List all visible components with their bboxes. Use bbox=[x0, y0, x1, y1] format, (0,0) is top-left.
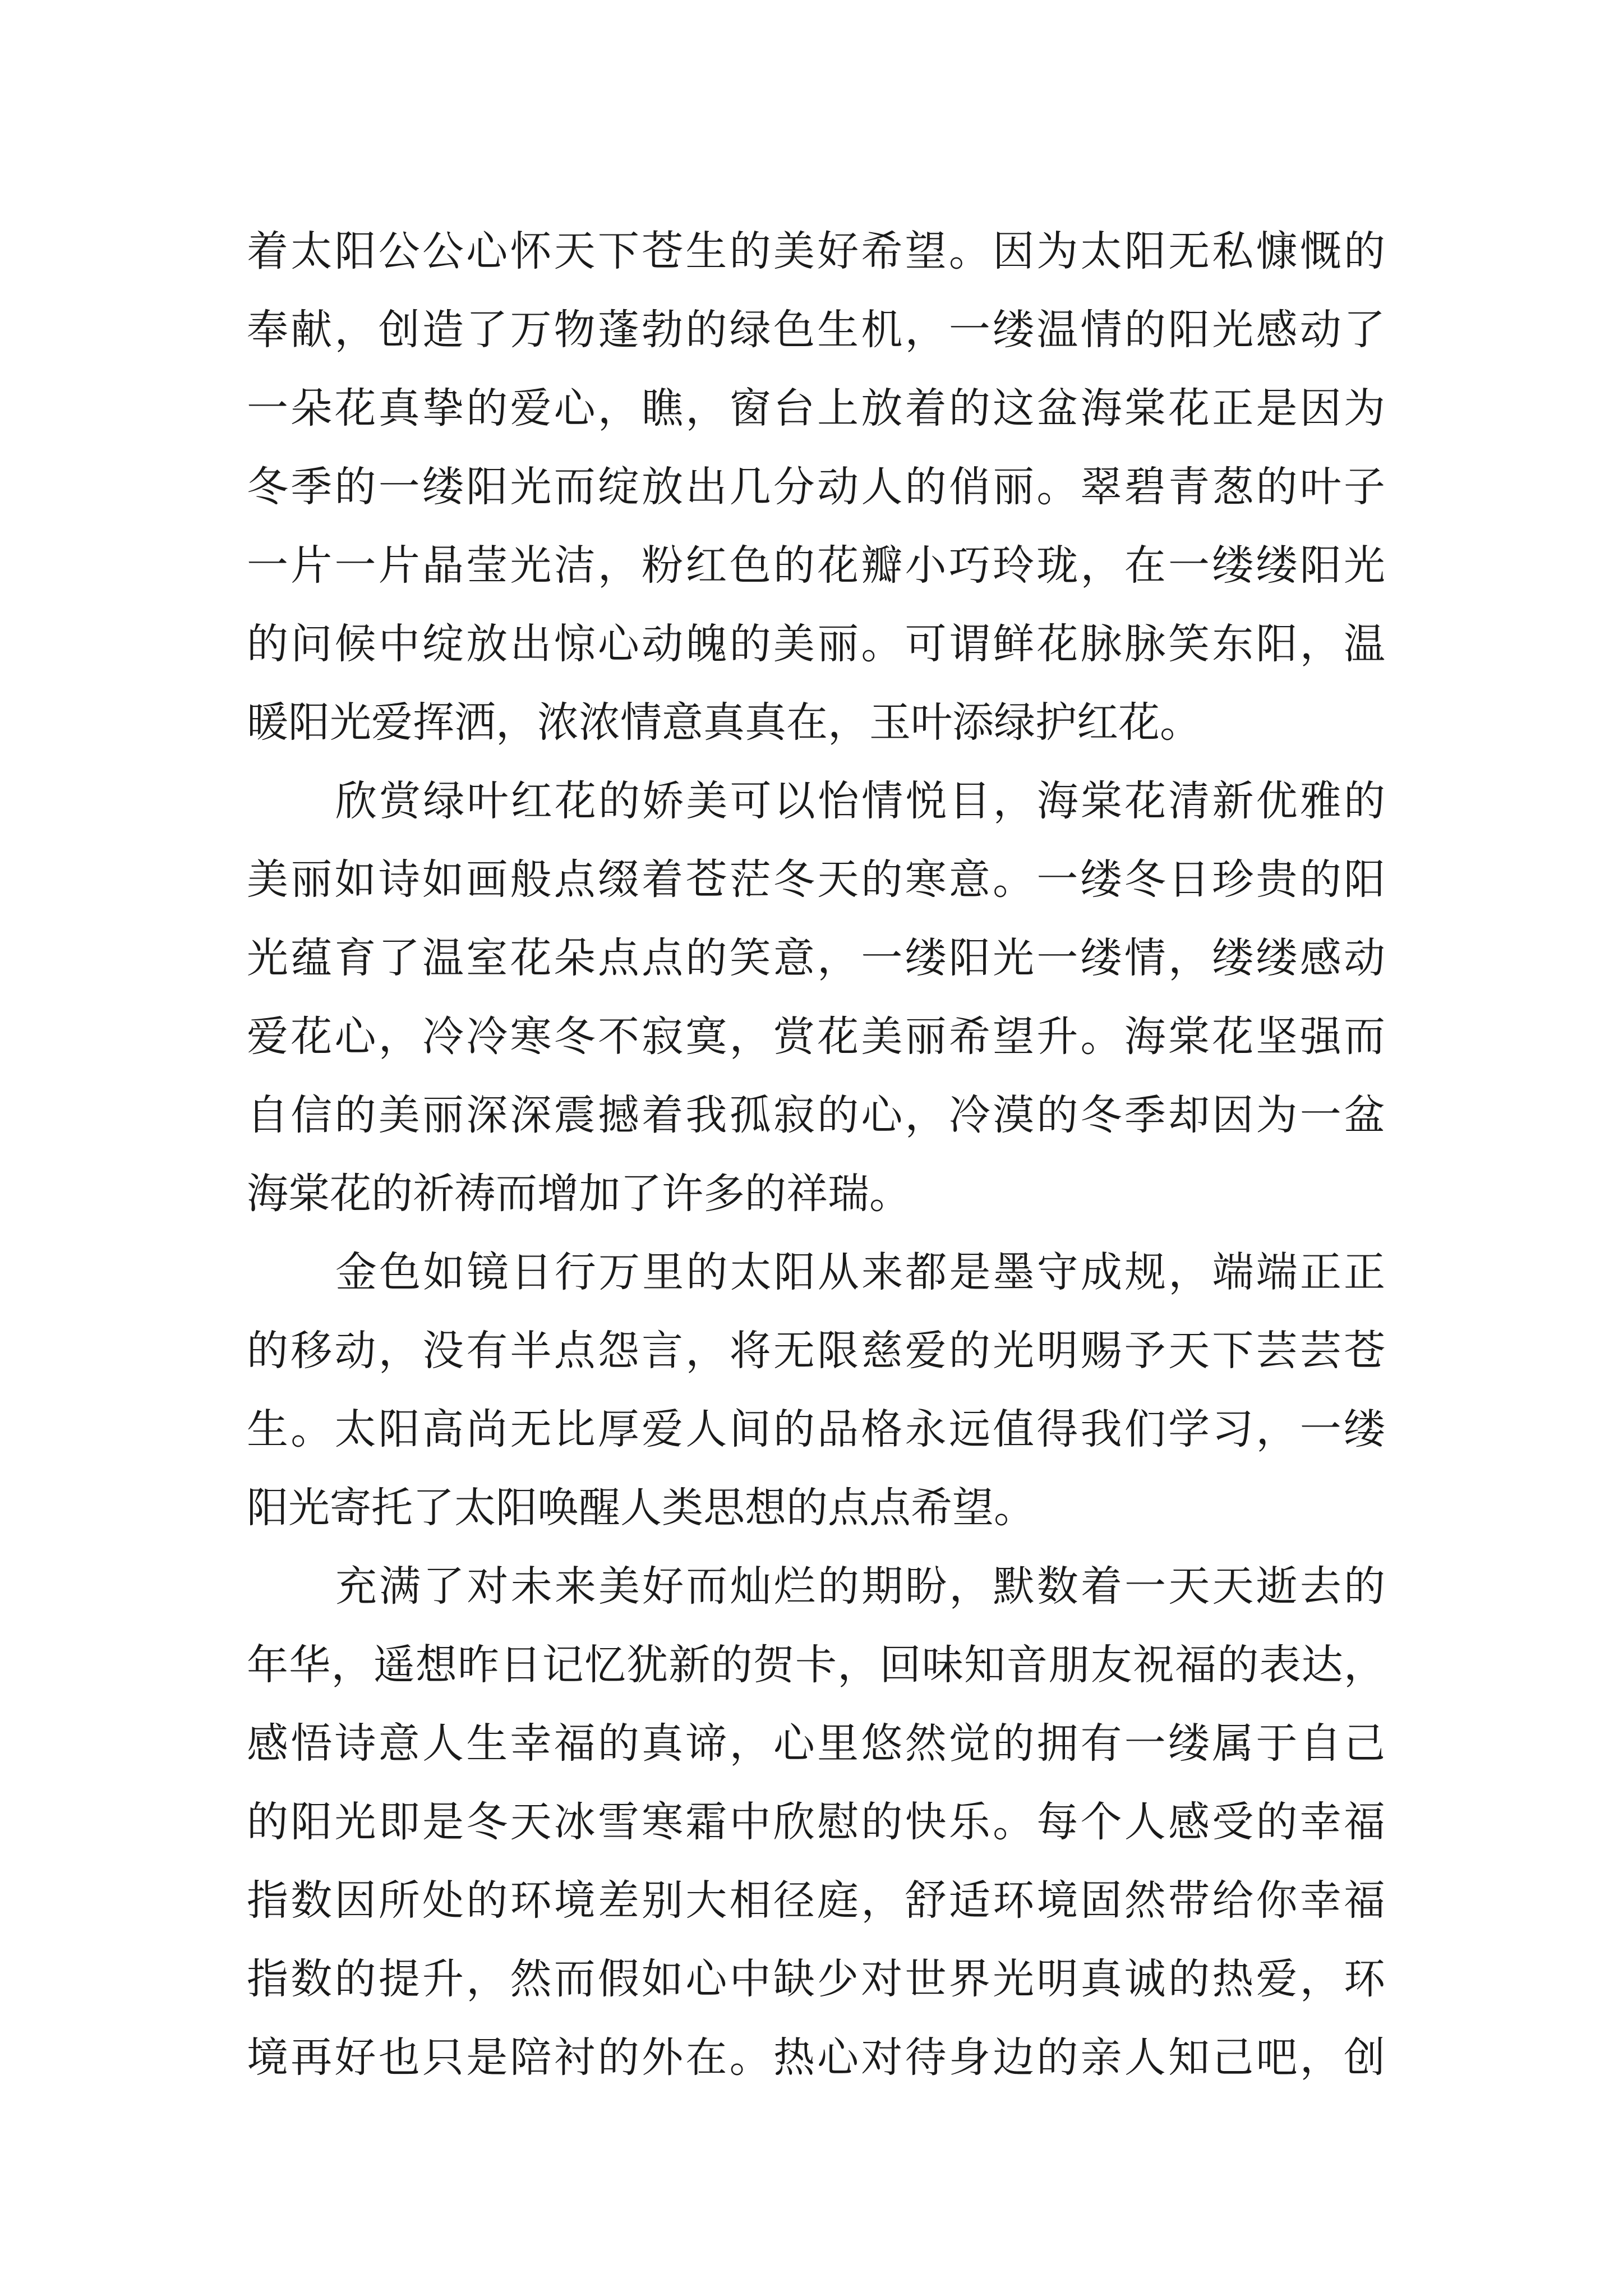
text-line: 一朵花真挚的爱心，瞧，窗台上放着的这盆海棠花正是因为 bbox=[247, 384, 1385, 432]
text-line: 美丽如诗如画般点缀着苍茫冬天的寒意。一缕冬日珍贵的阳 bbox=[247, 855, 1385, 904]
text-line: 指数因所处的环境差别大相径庭，舒适环境固然带给你幸福 bbox=[247, 1876, 1385, 1925]
text-line: 暖阳光爱挥洒，浓浓情意真真在，玉叶添绿护红花。 bbox=[247, 698, 1201, 747]
text-line: 一片一片晶莹光洁，粉红色的花瓣小巧玲珑，在一缕缕阳光 bbox=[247, 541, 1385, 590]
text-line: 冬季的一缕阳光而绽放出几分动人的俏丽。翠碧青葱的叶子 bbox=[247, 463, 1385, 511]
paragraph bbox=[247, 212, 1385, 762]
text-line: 阳光寄托了太阳唤醒人类思想的点点希望。 bbox=[247, 1484, 1035, 1532]
paragraph bbox=[247, 762, 1385, 1233]
text-line: 充满了对未来美好而灿烂的期盼，默数着一天天逝去的 bbox=[335, 1562, 1385, 1611]
text-line: 感悟诗意人生幸福的真谛，心里悠然觉的拥有一缕属于自己 bbox=[247, 1719, 1385, 1768]
text-line: 的问候中绽放出惊心动魄的美丽。可谓鲜花脉脉笑东阳，温 bbox=[247, 620, 1385, 668]
text-line: 自信的美丽深深震撼着我孤寂的心，冷漠的冬季却因为一盆 bbox=[247, 1091, 1385, 1139]
document-body bbox=[247, 212, 1385, 2097]
text-line: 金色如镜日行万里的太阳从来都是墨守成规，端端正正 bbox=[335, 1248, 1385, 1296]
text-line: 年华，遥想昨日记忆犹新的贺卡，回味知音朋友祝福的表达， bbox=[247, 1641, 1385, 1689]
text-line: 爱花心，冷冷寒冬不寂寞，赏花美丽希望升。海棠花坚强而 bbox=[247, 1013, 1385, 1061]
text-line: 着太阳公公心怀天下苍生的美好希望。因为太阳无私慷慨的 bbox=[247, 227, 1385, 275]
text-line: 欣赏绿叶红花的娇美可以怡情悦目，海棠花清新优雅的 bbox=[335, 777, 1385, 825]
text-line: 奉献，创造了万物蓬勃的绿色生机，一缕温情的阳光感动了 bbox=[247, 306, 1385, 354]
paragraph bbox=[247, 1547, 1385, 2097]
paragraph bbox=[247, 1233, 1385, 1547]
text-line: 生。太阳高尚无比厚爱人间的品格永远值得我们学习，一缕 bbox=[247, 1405, 1385, 1453]
text-line: 的移动，没有半点怨言，将无限慈爱的光明赐予天下芸芸苍 bbox=[247, 1327, 1385, 1375]
text-line: 境再好也只是陪衬的外在。热心对待身边的亲人知己吧，创 bbox=[247, 2033, 1385, 2082]
text-line: 的阳光即是冬天冰雪寒霜中欣慰的快乐。每个人感受的幸福 bbox=[247, 1798, 1385, 1846]
text-line: 光蕴育了温室花朵点点的笑意，一缕阳光一缕情，缕缕感动 bbox=[247, 934, 1385, 982]
text-line: 海棠花的祈祷而增加了许多的祥瑞。 bbox=[247, 1170, 911, 1218]
text-line: 指数的提升，然而假如心中缺少对世界光明真诚的热爱，环 bbox=[247, 1955, 1385, 2003]
